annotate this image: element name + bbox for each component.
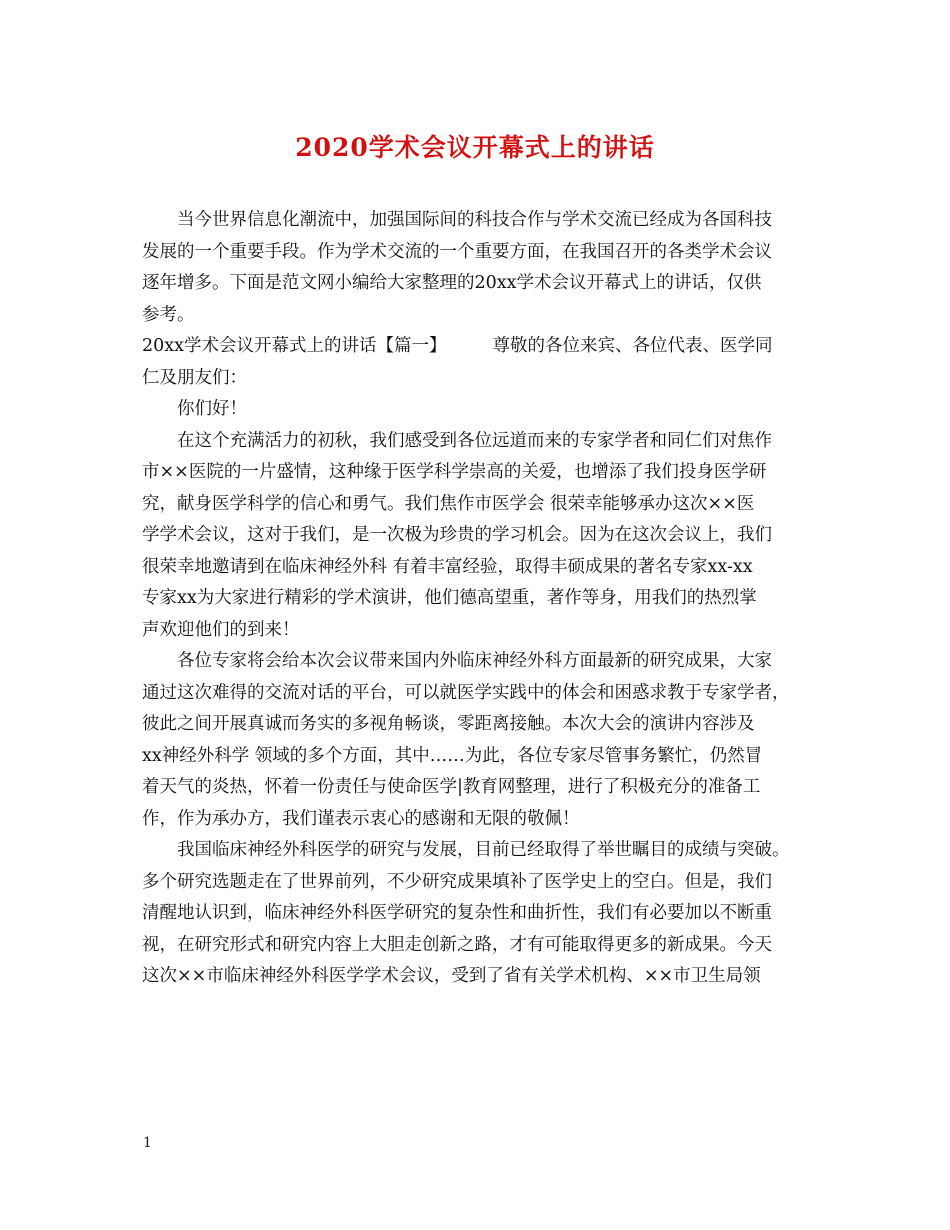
body-line: 着天气的炎热，怀着一份责任与使命医学|教育网整理，进行了积极充分的准备工 xyxy=(142,777,761,797)
body-line: 参考。 xyxy=(142,304,195,325)
section-heading-line xyxy=(142,331,822,363)
document-title: 2020学术会议开幕式上的讲话 xyxy=(295,133,655,162)
body-line: 在这个充满活力的初秋，我们感受到各位远道而来的专家学者和同仁们对焦作 xyxy=(177,430,772,451)
page-number: 1 xyxy=(143,1135,152,1151)
body-line: xx神经外科学 领域的多个方面，其中……为此，各位专家尽管事务繁忙，仍然冒 xyxy=(142,745,763,766)
body-line: 彼此之间开展真诚而务实的多视角畅谈，零距离接触。本次大会的演讲内容涉及 xyxy=(142,714,755,734)
section-heading: 20xx学术会议开幕式上的讲话【篇一】 xyxy=(142,336,447,356)
body-line: 当今世界信息化潮流中，加强国际间的科技合作与学术交流已经成为各国科技 xyxy=(177,210,772,230)
salutation-start: 尊敬的各位来宾、各位代表、医学同 xyxy=(492,336,773,356)
body-line: 专家xx为大家进行精彩的学术演讲，他们德高望重，著作等身，用我们的热烈掌 xyxy=(142,588,757,608)
document-body xyxy=(142,205,822,993)
body-line: 逐年增多。下面是范文网小编给大家整理的20xx学术会议开幕式上的讲话，仅供 xyxy=(142,273,762,293)
body-line: 清醒地认识到，临床神经外科医学研究的复杂性和曲折性，我们有必要加以不断重 xyxy=(142,903,772,923)
body-line: 学学术会议，这对于我们，是一次极为珍贵的学习机会。因为在这次会议上，我们 xyxy=(142,525,772,545)
body-line: 通过这次难得的交流对话的平台，可以就医学实践中的体会和困惑求教于专家学者， xyxy=(142,682,790,703)
body-line: 声欢迎他们的到来！ xyxy=(142,619,300,640)
body-line: 究，献身医学科学的信心和勇气。我们焦作市医学会 很荣幸能够承办这次××医 xyxy=(142,493,755,514)
greeting-line: 你们好！ xyxy=(177,399,247,419)
body-line: 视，在研究形式和研究内容上大胆走创新之路，才有可能取得更多的新成果。今天 xyxy=(142,934,772,955)
body-line: 多个研究选题走在了世界前列，不少研究成果填补了医学史上的空白。但是，我们 xyxy=(142,871,772,892)
body-line: 仁及朋友们： xyxy=(142,367,247,388)
body-line: 这次××市临床神经外科医学学术会议，受到了省有关学术机构、××市卫生局领 xyxy=(142,966,761,986)
body-line: 市××医院的一片盛情，这种缘于医学科学崇高的关爱，也增添了我们投身医学研 xyxy=(142,462,767,482)
body-line: 发展的一个重要手段。作为学术交流的一个重要方面，在我国召开的各类学术会议 xyxy=(142,241,772,262)
body-line: 各位专家将会给本次会议带来国内外临床神经外科方面最新的研究成果，大家 xyxy=(177,651,772,671)
body-line: 作，作为承办方，我们谨表示衷心的感谢和无限的敬佩！ xyxy=(142,808,580,829)
body-line: 很荣幸地邀请到在临床神经外科 有着丰富经验，取得丰硕成果的著名专家xx-xx xyxy=(142,556,753,577)
body-line: 我国临床神经外科医学的研究与发展，目前已经取得了举世瞩目的成绩与突破。 xyxy=(177,840,790,860)
